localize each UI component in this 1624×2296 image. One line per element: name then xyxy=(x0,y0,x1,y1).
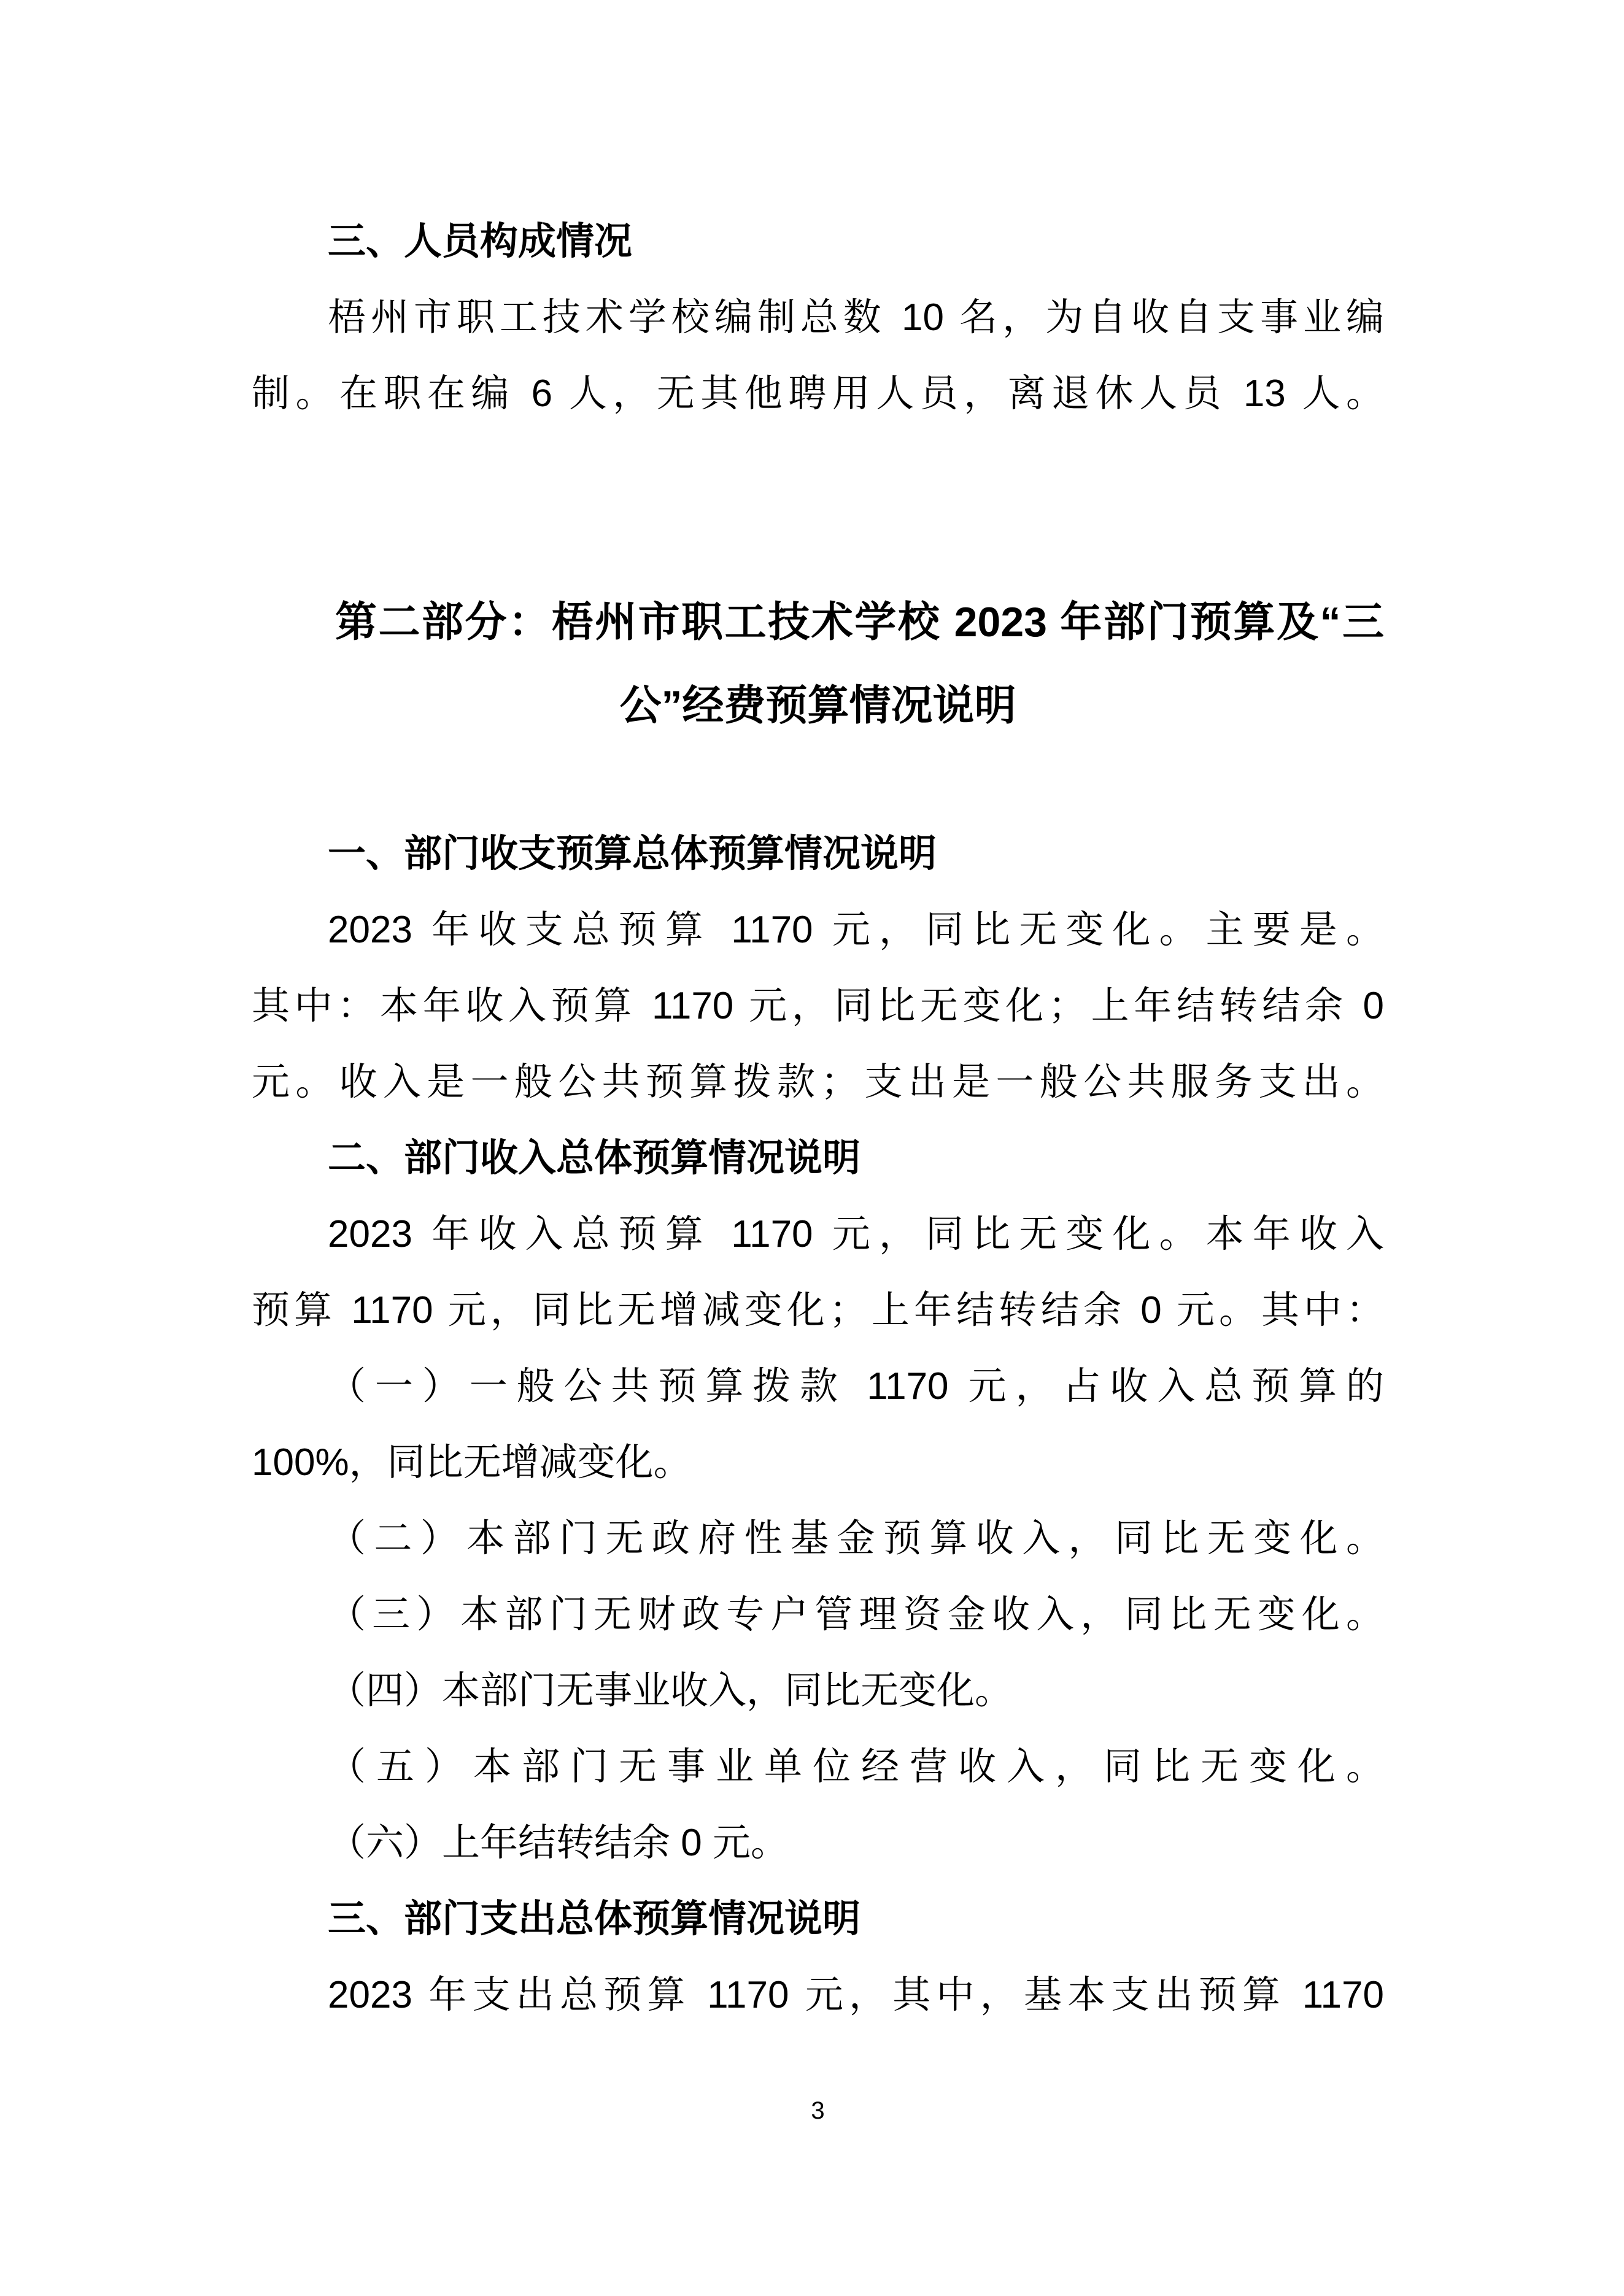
item-1-line-2: 100%，同比无增减变化。 xyxy=(252,1441,692,1484)
part2-title-line-2: 公”经费预算情况说明 xyxy=(619,682,1016,729)
item-3: （三）本部门无财政专户管理资金收入，同比无变化。 xyxy=(328,1593,1384,1636)
para-overall-line-1: 2023 年收支总预算 1170 元，同比无变化。主要是。 xyxy=(328,909,1384,951)
item-6: （六）上年结转结余 0 元。 xyxy=(328,1822,789,1864)
heading-expenditure-budget: 三、部门支出总体预算情况说明 xyxy=(328,1898,861,1940)
para-personnel-line-2: 制。在职在编 6 人，无其他聘用人员，离退休人员 13 人。 xyxy=(252,372,1384,415)
heading-income-budget: 二、部门收入总体预算情况说明 xyxy=(328,1137,861,1179)
item-5: （五）本部门无事业单位经营收入，同比无变化。 xyxy=(328,1746,1384,1788)
para-expenditure-line-1: 2023 年支出总预算 1170 元，其中，基本支出预算 1170 xyxy=(328,1974,1384,2016)
para-overall-line-3: 元。收入是一般公共预算拨款；支出是一般公共服务支出。 xyxy=(252,1061,1384,1103)
heading-overall-budget: 一、部门收支预算总体预算情况说明 xyxy=(328,833,937,875)
heading-personnel-composition: 三、人员构成情况 xyxy=(328,220,633,263)
item-4: （四）本部门无事业收入，同比无变化。 xyxy=(328,1670,1013,1712)
para-income-line-1: 2023 年收入总预算 1170 元，同比无变化。本年收入 xyxy=(328,1213,1384,1255)
para-overall-line-2: 其中：本年收入预算 1170 元，同比无变化；上年结转结余 0 xyxy=(252,985,1384,1027)
item-1-line-1: （一）一般公共预算拨款 1170 元，占收入总预算的 xyxy=(328,1365,1384,1408)
item-2: （二）本部门无政府性基金预算收入，同比无变化。 xyxy=(328,1517,1384,1560)
part2-title-line-1: 第二部分：梧州市职工技术学校 2023 年部门预算及“三 xyxy=(335,599,1384,645)
para-personnel-line-1: 梧州市职工技术学校编制总数 10 名，为自收自支事业编 xyxy=(328,296,1384,339)
page-number: 3 xyxy=(811,2097,825,2124)
para-income-line-2: 预算 1170 元，同比无增减变化；上年结转结余 0 元。其中： xyxy=(252,1289,1384,1331)
